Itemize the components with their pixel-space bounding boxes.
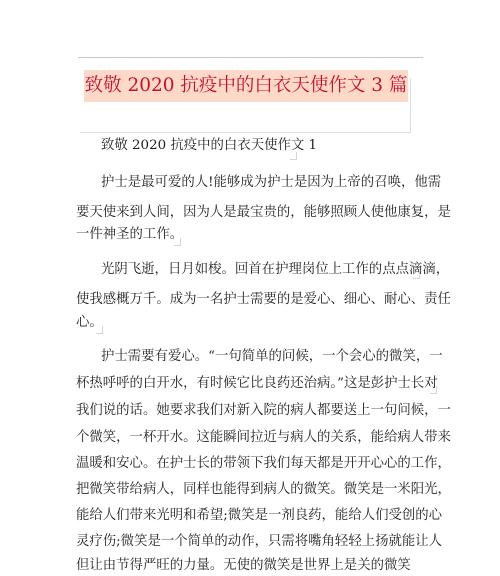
body-line: 把微笑带给病人，同样也能得到病人的微笑。微笑是一米阳光， (76, 482, 451, 497)
body-line: 个微笑，一杯开水。这能瞬间拉近与病人的关系，能给病人带来 (76, 430, 451, 445)
text-bracket (430, 386, 437, 394)
document-title: 致敬 2020 抗疫中的白衣天使作文 3 篇 (84, 75, 408, 96)
body-line: 但让由节得严旺的力量。无使的微笑是世界上是关的微笑 (76, 558, 411, 573)
section-heading: 致敬 2020 抗疫中的白衣天使作文 1 (101, 138, 318, 153)
body-line: 光阴飞逝，日月如梭。回首在护理岗位上工作的点点滴滴， (101, 262, 450, 277)
body-line: 护士是最可爱的人!能够成为护士是因为上帝的召唤，他需 (101, 175, 442, 190)
body-line: 我们说的话。她要求我们对新入院的病人都要送上一句问候，一 (76, 403, 451, 418)
body-line: 使我感概万千。成为一名护士需要的是爱心、细心、耐心、责任 (76, 292, 451, 307)
body-line: 护士需要有爱心。“一句简单的问候，一个会心的微笑，一 (101, 349, 443, 364)
text-bracket (290, 152, 297, 160)
body-line: 灵疗伤;微笑是一个简单的动作，只需将嘴角轻轻上扬就能让人 (76, 534, 443, 549)
text-bracket (174, 238, 181, 246)
body-line: 心。 (76, 315, 103, 330)
text-bracket (96, 326, 103, 334)
body-line: 一件神圣的工作。 (76, 227, 184, 242)
body-line: 能给人们带来光明和希望;微笑是一剂良药，能给人们受创的心 (76, 508, 443, 523)
text-bracket (413, 271, 420, 279)
body-line: 杯热呼呼的白开水，有时候它比良药还治病。”这是彭护士长对 (76, 376, 438, 391)
header-rule (78, 57, 423, 58)
body-line: 要天使来到人间，因为人是最宝贵的，能够照顾人使他康复，是 (76, 205, 451, 220)
body-line: 温暖和安心。在护士长的带领下我们每天都是开开心心的工作， (76, 456, 451, 471)
